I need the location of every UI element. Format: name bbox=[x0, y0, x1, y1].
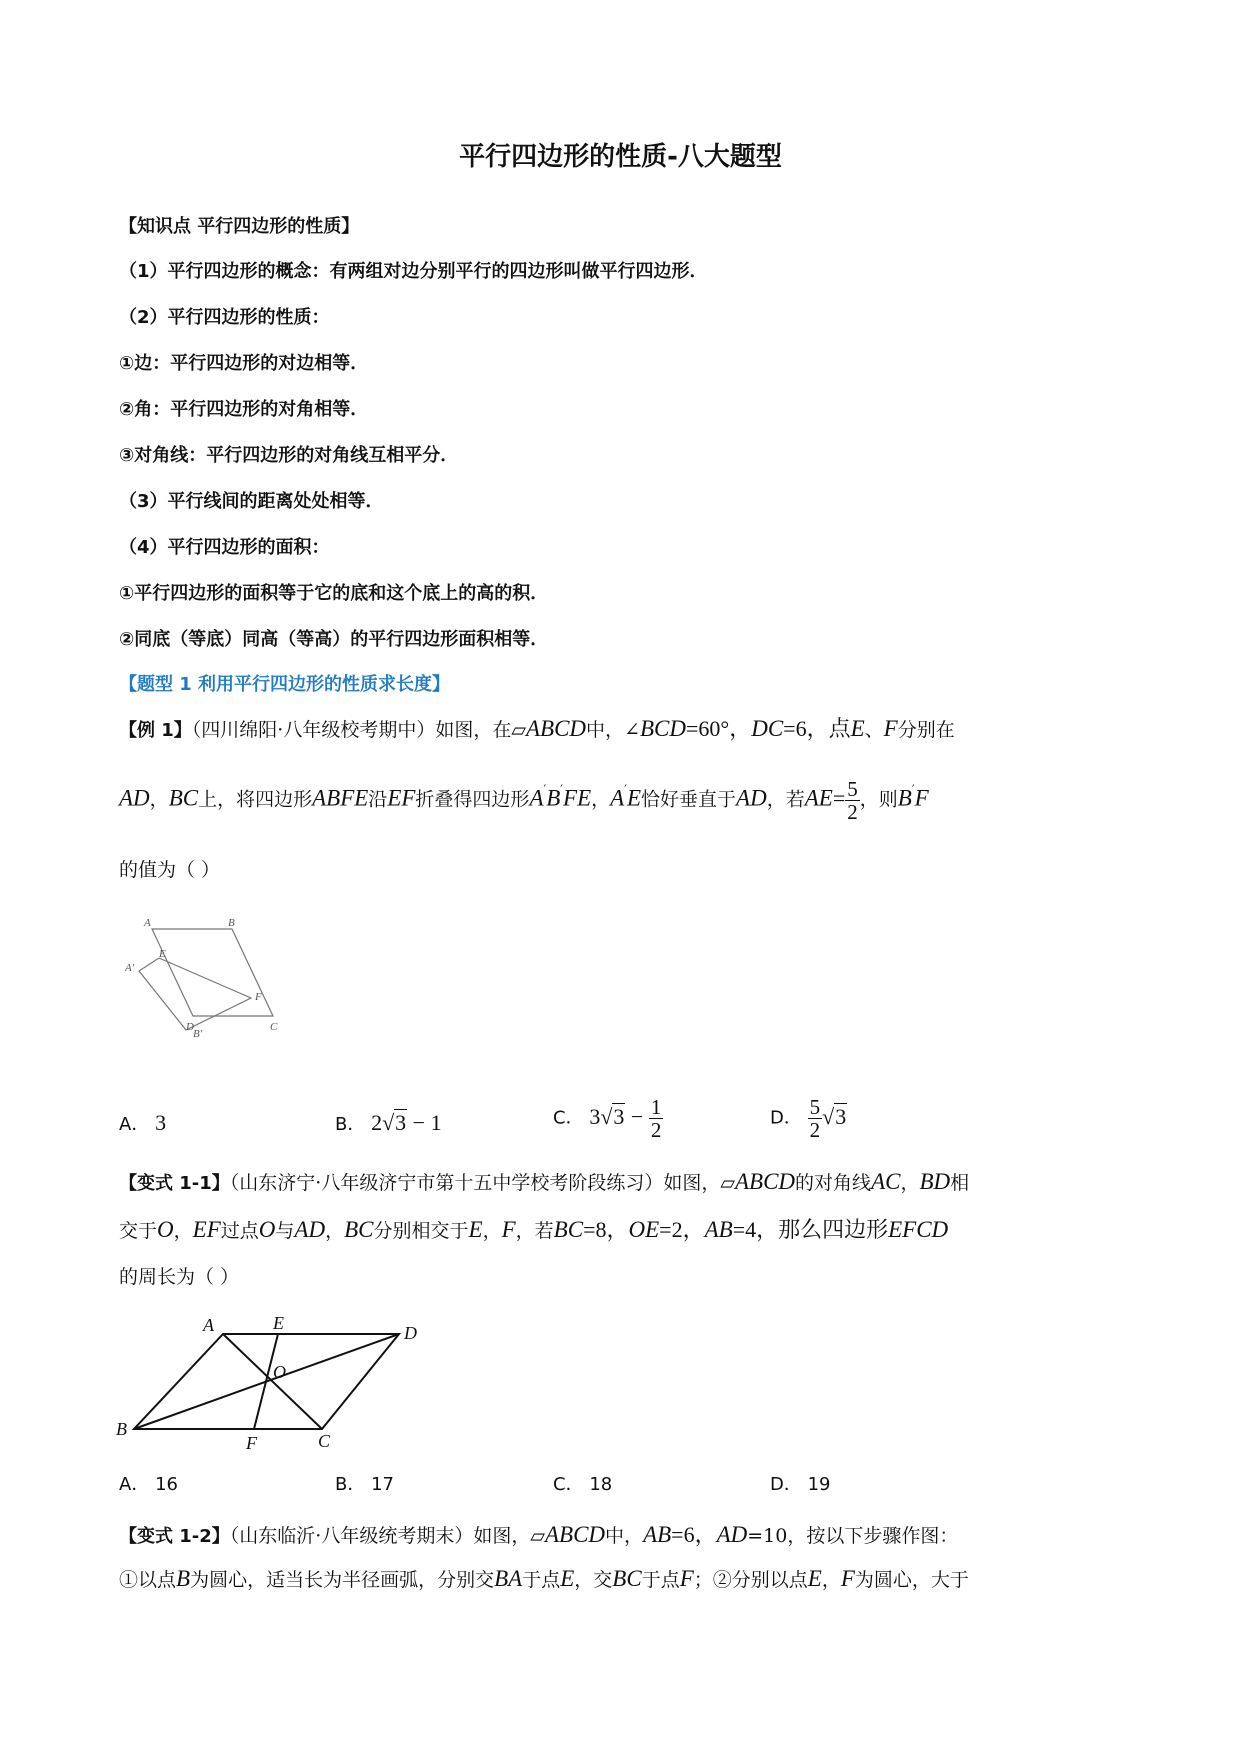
label-c: C bbox=[318, 1431, 331, 1450]
math: AC bbox=[871, 1169, 901, 1194]
text: 于点 bbox=[641, 1569, 680, 1591]
option-label: B． bbox=[335, 1114, 366, 1135]
option-label: D． bbox=[770, 1107, 802, 1129]
text: 上，将四边形 bbox=[198, 788, 313, 811]
math: AD bbox=[736, 785, 767, 811]
math: A bbox=[529, 785, 544, 811]
math: FE bbox=[563, 785, 592, 811]
knowledge-item: ②角：平行四边形的对角相等． bbox=[119, 399, 369, 420]
math: O bbox=[157, 1217, 174, 1242]
fraction-numerator: 5 bbox=[847, 777, 858, 801]
text: 为圆心，大于 bbox=[854, 1569, 969, 1591]
text: 沿 bbox=[368, 788, 388, 811]
math: BC bbox=[344, 1217, 374, 1242]
math: BCD bbox=[639, 716, 686, 741]
math: BC bbox=[168, 785, 199, 811]
math: O bbox=[258, 1217, 276, 1242]
math: E bbox=[468, 1217, 483, 1242]
label-a: A bbox=[203, 1315, 214, 1335]
example1-line2 bbox=[119, 778, 929, 823]
text: 的对角线 bbox=[795, 1172, 872, 1194]
text: ；②分别以点 bbox=[693, 1569, 808, 1591]
math: BC bbox=[612, 1566, 642, 1591]
text: 交于 bbox=[119, 1220, 158, 1242]
folded-quadrilateral bbox=[139, 958, 251, 1030]
knowledge-item: ①平行四边形的面积等于它的底和这个底上的高的积． bbox=[119, 583, 549, 604]
option-value: 19 bbox=[807, 1474, 831, 1495]
fraction bbox=[845, 778, 860, 823]
label-f: F bbox=[255, 991, 262, 1003]
label-o: O bbox=[273, 1362, 286, 1382]
variant11-line1 bbox=[119, 1168, 969, 1195]
math: A bbox=[610, 785, 625, 811]
math: =60°， bbox=[685, 716, 752, 741]
text: ，交 bbox=[574, 1569, 613, 1591]
math: AE bbox=[804, 785, 833, 811]
variant-source: （山东临沂·八年级统考期末） bbox=[229, 1525, 474, 1547]
text: 分别相交于 bbox=[373, 1220, 469, 1242]
math: ABCD bbox=[544, 1522, 606, 1547]
text: 过点 bbox=[220, 1220, 259, 1242]
angle-symbol: ∠ bbox=[624, 719, 640, 741]
text: 中， bbox=[586, 719, 625, 741]
option-value: $\frac{5}{2}$ √3 bbox=[809, 1095, 847, 1142]
knowledge-item: ②同底（等底）同高（等高）的平行四边形面积相等． bbox=[119, 629, 549, 650]
parallelogram-symbol: ▱ bbox=[720, 1172, 735, 1194]
text: ， bbox=[900, 1172, 920, 1194]
text: 折叠得四边形 bbox=[415, 788, 530, 811]
text: 如图，在 bbox=[435, 719, 512, 741]
option-label: C． bbox=[553, 1474, 584, 1495]
knowledge-item: （3）平行线间的距离处处相等． bbox=[119, 491, 384, 512]
math: EF bbox=[192, 1217, 221, 1242]
math: ABCD bbox=[734, 1169, 796, 1194]
knowledge-item: ①边：平行四边形的对边相等． bbox=[119, 353, 369, 374]
knowledge-heading: 【知识点 平行四边形的性质】 bbox=[119, 216, 360, 237]
label-a-prime: A′ bbox=[125, 962, 135, 974]
text: 恰好垂直于 bbox=[641, 788, 737, 811]
math: =6， bbox=[671, 1522, 717, 1547]
label-d: D bbox=[404, 1323, 417, 1343]
label-e: E bbox=[159, 948, 166, 960]
text: 、 bbox=[864, 719, 884, 741]
fraction: $\frac{1}{2}$ bbox=[650, 1095, 662, 1142]
option-value: 3√3 − $\frac{1}{2}$ bbox=[589, 1095, 662, 1142]
text: 为圆心，适当长为半径画弧，分别交 bbox=[190, 1569, 495, 1591]
fraction: $\frac{5}{2}$ bbox=[809, 1095, 821, 1142]
math: = bbox=[832, 785, 846, 811]
knowledge-item: ③对角线：平行四边形的对角线互相平分． bbox=[119, 445, 459, 466]
math: EF bbox=[387, 785, 416, 811]
example-source: （四川绵阳·八年级校考期中） bbox=[191, 719, 436, 741]
option-d[interactable] bbox=[770, 1096, 847, 1141]
parallelogram-symbol: ▱ bbox=[530, 1525, 545, 1547]
prime-mark: ′ bbox=[911, 782, 915, 797]
option-label: C． bbox=[553, 1107, 584, 1129]
variant11-line2 bbox=[119, 1213, 948, 1244]
text: ， bbox=[173, 1220, 193, 1242]
variant11-line3: 的周长为（ ） bbox=[119, 1266, 240, 1288]
math: BA bbox=[494, 1566, 523, 1591]
knowledge-item: （2）平行四边形的性质： bbox=[119, 307, 330, 328]
knowledge-item: （1）平行四边形的概念：有两组对边分别平行的四边形叫做平行四边形． bbox=[119, 261, 708, 282]
text: ， bbox=[325, 1220, 345, 1242]
option-a[interactable] bbox=[119, 1470, 178, 1496]
math: =6，点 bbox=[783, 716, 851, 741]
variant-source: （山东济宁·八年级济宁市第十五中学校考阶段练习） bbox=[229, 1172, 664, 1194]
text: ， bbox=[482, 1220, 502, 1242]
math: E bbox=[850, 716, 865, 741]
option-value: 18 bbox=[589, 1474, 613, 1495]
text: 分别在 bbox=[897, 719, 955, 741]
option-c[interactable] bbox=[553, 1470, 612, 1496]
section-heading-type1: 【题型 1 利用平行四边形的性质求长度】 bbox=[119, 674, 451, 695]
option-b[interactable] bbox=[335, 1470, 394, 1496]
math: =8， bbox=[583, 1217, 629, 1242]
math: F bbox=[914, 785, 929, 811]
knowledge-item: （4）平行四边形的面积： bbox=[119, 537, 330, 558]
label-b-prime: B′ bbox=[193, 1028, 203, 1040]
math: AD bbox=[716, 1522, 748, 1547]
example-tag: 【例 1】 bbox=[119, 720, 192, 741]
option-b[interactable] bbox=[335, 1110, 442, 1136]
prime-mark: ′ bbox=[543, 782, 547, 797]
math: E bbox=[807, 1566, 822, 1591]
math: =2， bbox=[659, 1217, 705, 1242]
example1-line3: 的值为（ ） bbox=[119, 859, 221, 881]
option-c[interactable] bbox=[553, 1096, 663, 1141]
math: AB bbox=[643, 1522, 672, 1547]
text: 中， bbox=[605, 1525, 644, 1547]
label-c: C bbox=[270, 1021, 278, 1033]
variant12-line1 bbox=[119, 1518, 958, 1549]
label-f: F bbox=[246, 1433, 257, 1450]
text: 如图， bbox=[473, 1525, 531, 1547]
math: F bbox=[883, 716, 898, 741]
math: AD bbox=[294, 1217, 326, 1242]
label-e: E bbox=[273, 1313, 284, 1333]
text: ，若 bbox=[766, 788, 805, 811]
option-d[interactable] bbox=[770, 1470, 831, 1496]
math: BC bbox=[553, 1217, 584, 1242]
fraction-denominator: 2 bbox=[847, 800, 858, 824]
label-b: B bbox=[116, 1419, 127, 1439]
text: ， bbox=[591, 788, 611, 811]
math: =4，那么四边形 bbox=[732, 1217, 889, 1242]
label-d: D bbox=[186, 1021, 194, 1033]
math: B bbox=[546, 785, 561, 811]
math: F bbox=[840, 1566, 855, 1591]
option-value: 16 bbox=[155, 1474, 178, 1495]
math: ABCD bbox=[525, 716, 587, 741]
variant-tag: 【变式 1-2】 bbox=[119, 1526, 230, 1547]
math: E bbox=[560, 1566, 575, 1591]
option-label: A． bbox=[119, 1474, 150, 1495]
example1-line1 bbox=[119, 712, 955, 743]
text: ，若 bbox=[515, 1220, 554, 1242]
math: DC bbox=[751, 716, 784, 741]
math: BD bbox=[919, 1169, 951, 1194]
text: 如图， bbox=[663, 1172, 721, 1194]
math: EFCD bbox=[888, 1217, 949, 1242]
prime-mark: ′ bbox=[560, 782, 564, 797]
text: =10，按以下步骤作图： bbox=[747, 1525, 959, 1547]
option-value: 17 bbox=[371, 1474, 394, 1495]
option-label: D． bbox=[770, 1474, 802, 1495]
text: ，则 bbox=[859, 788, 898, 811]
math: OE bbox=[628, 1217, 660, 1242]
parallelogram-symbol: ▱ bbox=[511, 719, 526, 741]
label-b: B bbox=[228, 917, 235, 929]
math: F bbox=[501, 1217, 516, 1242]
text: ， bbox=[149, 788, 169, 811]
text: 与 bbox=[275, 1220, 295, 1242]
label-a: A bbox=[144, 917, 151, 929]
variant12-line2 bbox=[119, 1565, 969, 1592]
variant-tag: 【变式 1-1】 bbox=[119, 1173, 230, 1194]
math: B bbox=[176, 1566, 191, 1591]
text: ， bbox=[821, 1569, 841, 1591]
math: B bbox=[897, 785, 912, 811]
page-title: 平行四边形的性质-八大题型 bbox=[459, 142, 782, 172]
option-label: B． bbox=[335, 1474, 366, 1495]
example1-figure bbox=[115, 915, 295, 1060]
math: F bbox=[679, 1566, 694, 1591]
option-a[interactable] bbox=[119, 1110, 166, 1136]
prime-mark: ′ bbox=[624, 782, 627, 797]
variant11-figure bbox=[113, 1310, 433, 1450]
option-label: A． bbox=[119, 1114, 150, 1135]
math: ABFE bbox=[312, 785, 369, 811]
math: AB bbox=[704, 1217, 733, 1242]
text: 相 bbox=[950, 1172, 970, 1194]
math: E bbox=[626, 785, 642, 811]
text: ①以点 bbox=[119, 1569, 177, 1591]
option-value: 2√3 − 1 bbox=[371, 1110, 442, 1135]
math: AD bbox=[119, 785, 150, 811]
option-value: 3 bbox=[155, 1110, 167, 1135]
text: 于点 bbox=[522, 1569, 561, 1591]
